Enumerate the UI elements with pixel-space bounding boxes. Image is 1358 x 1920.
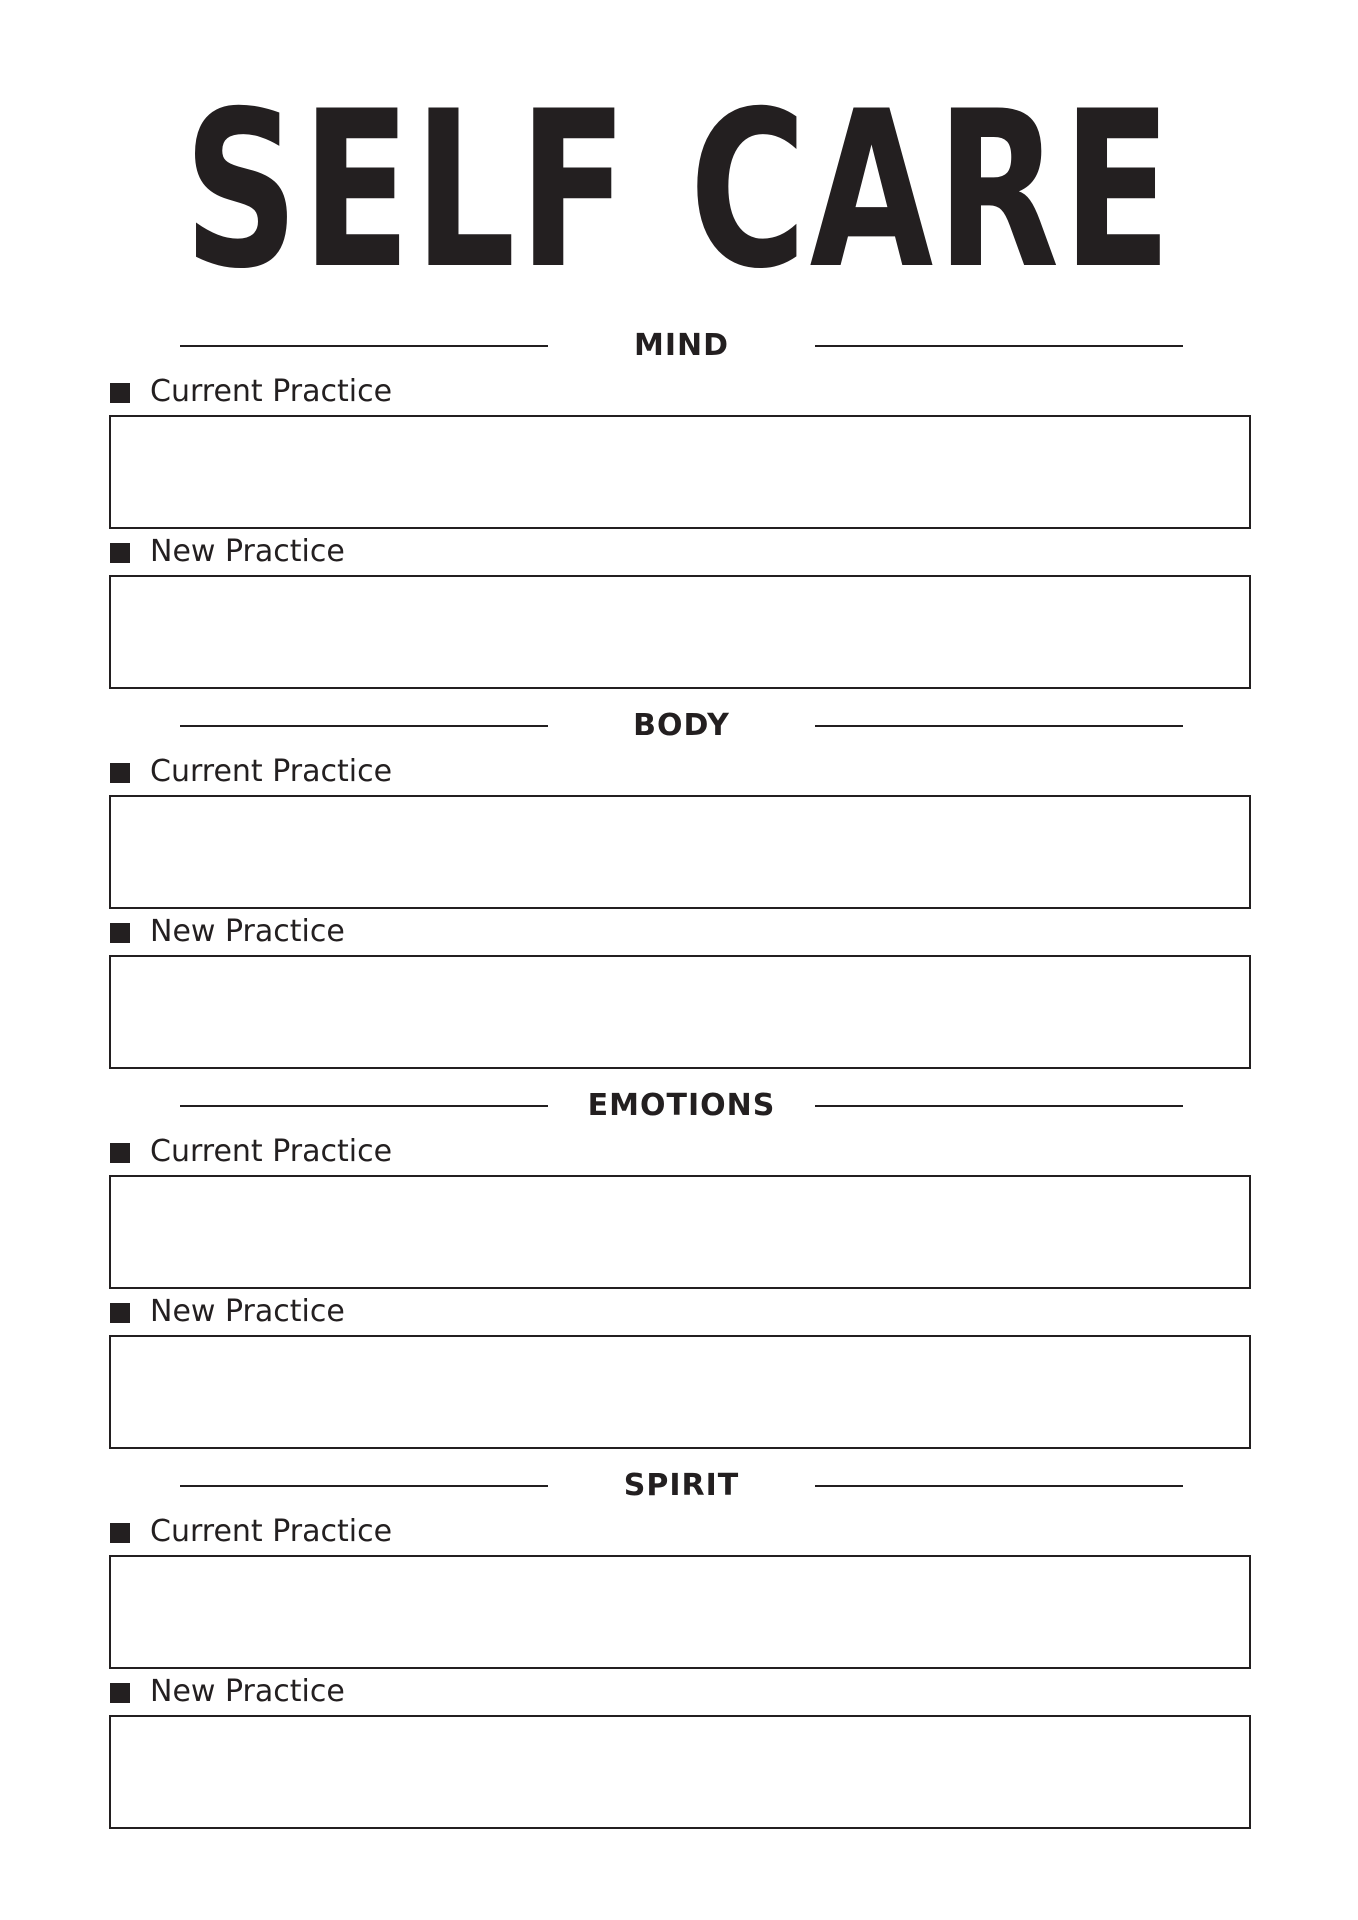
section-body (0, 700, 1358, 1080)
section-header (0, 1080, 1358, 1130)
new-practice-label-row (110, 912, 710, 952)
square-bullet-icon (110, 1143, 130, 1163)
divider-right (815, 725, 1183, 727)
divider-right (815, 1485, 1183, 1487)
divider-left (180, 345, 548, 347)
new-practice-field[interactable] (109, 955, 1251, 1069)
new-practice-label: New Practice (150, 1674, 345, 1709)
new-practice-label: New Practice (150, 1294, 345, 1329)
new-practice-field[interactable] (109, 1715, 1251, 1829)
new-practice-label: New Practice (150, 914, 345, 949)
square-bullet-icon (110, 923, 130, 943)
divider-left (180, 725, 548, 727)
current-practice-label: Current Practice (150, 754, 393, 789)
current-practice-label-row (110, 1512, 710, 1552)
square-bullet-icon (110, 1523, 130, 1543)
current-practice-field[interactable] (109, 795, 1251, 909)
current-practice-label-row (110, 1132, 710, 1172)
section-title: EMOTIONS (587, 1088, 776, 1123)
square-bullet-icon (110, 543, 130, 563)
section-title: SPIRIT (623, 1468, 740, 1503)
divider-right (815, 345, 1183, 347)
current-practice-field[interactable] (109, 1555, 1251, 1669)
section-header (0, 700, 1358, 750)
divider-right (815, 1105, 1183, 1107)
new-practice-label-row (110, 1672, 710, 1712)
square-bullet-icon (110, 763, 130, 783)
section-spirit (0, 1460, 1358, 1840)
section-emotions (0, 1080, 1358, 1460)
section-mind (0, 320, 1358, 700)
divider-left (180, 1485, 548, 1487)
section-header (0, 1460, 1358, 1510)
new-practice-label-row (110, 532, 710, 572)
section-title: MIND (633, 328, 730, 363)
square-bullet-icon (110, 1303, 130, 1323)
new-practice-label-row (110, 1292, 710, 1332)
current-practice-label: Current Practice (150, 1514, 393, 1549)
new-practice-field[interactable] (109, 575, 1251, 689)
current-practice-label-row (110, 752, 710, 792)
new-practice-field[interactable] (109, 1335, 1251, 1449)
page-title: SELF CARE (183, 65, 1175, 316)
square-bullet-icon (110, 383, 130, 403)
current-practice-label: Current Practice (150, 374, 393, 409)
square-bullet-icon (110, 1683, 130, 1703)
divider-left (180, 1105, 548, 1107)
current-practice-field[interactable] (109, 415, 1251, 529)
section-title: BODY (633, 708, 730, 743)
current-practice-label: Current Practice (150, 1134, 393, 1169)
current-practice-field[interactable] (109, 1175, 1251, 1289)
section-header (0, 320, 1358, 370)
new-practice-label: New Practice (150, 534, 345, 569)
current-practice-label-row (110, 372, 710, 412)
